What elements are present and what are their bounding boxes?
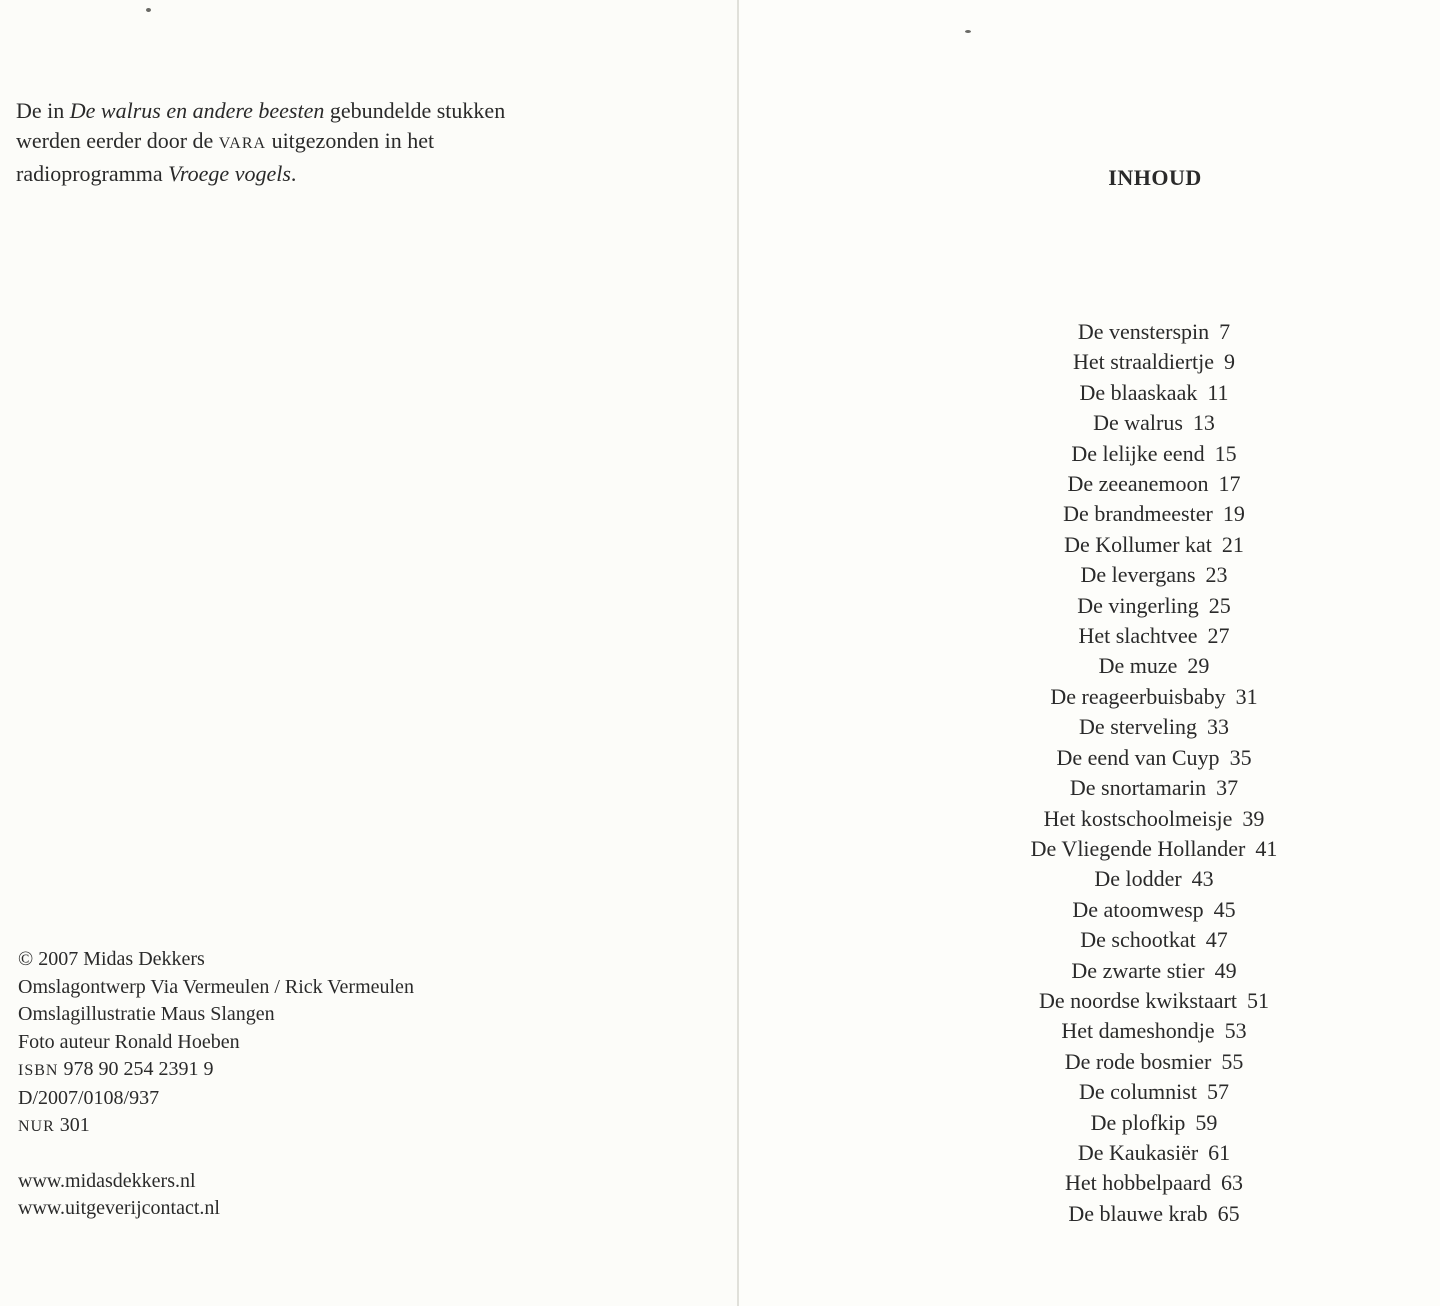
toc-entry-page: 37 <box>1216 775 1239 801</box>
toc-entry-title: De blaaskaak <box>1079 379 1198 405</box>
intro-text: werden eerder door de <box>16 128 219 153</box>
toc-entry <box>960 682 1348 712</box>
toc-entry <box>960 834 1348 864</box>
toc-entry-page: 29 <box>1187 653 1210 679</box>
toc-entry <box>960 499 1348 529</box>
table-of-contents <box>960 317 1348 1229</box>
intro-line-3 <box>16 159 656 189</box>
toc-entry-title: De blauwe krab <box>1068 1200 1208 1226</box>
toc-entry-title: De lodder <box>1094 866 1182 892</box>
toc-entry <box>960 864 1348 894</box>
toc-entry-title: Het slachtvee <box>1078 623 1198 649</box>
toc-entry <box>960 1138 1348 1168</box>
toc-entry-page: 63 <box>1221 1170 1243 1196</box>
toc-entry-title: De rode bosmier <box>1064 1048 1212 1074</box>
toc-entry-title: De Vliegende Hollander <box>1030 835 1246 861</box>
toc-entry-title: De zeeanemoon <box>1067 471 1209 497</box>
toc-entry <box>960 804 1348 834</box>
broadcaster-name: VARA <box>218 135 267 152</box>
toc-entry-page: 45 <box>1213 896 1236 922</box>
colophon-spacer <box>18 1141 538 1168</box>
depot-line: D/2007/0108/937 <box>18 1086 160 1109</box>
toc-entry-title: De noordse kwikstaart <box>1039 987 1237 1013</box>
intro-paragraph <box>16 96 656 189</box>
intro-text: . <box>290 161 297 186</box>
toc-entry <box>960 743 1348 773</box>
toc-entry-title: De snortamarin <box>1069 775 1207 801</box>
toc-entry-page: 9 <box>1224 349 1236 375</box>
intro-line-1 <box>16 96 656 126</box>
toc-entry-title: De atoomwesp <box>1072 896 1204 922</box>
book-title: De walrus en andere beesten <box>69 98 325 123</box>
toc-entry-page: 35 <box>1229 744 1252 770</box>
toc-entry-title: De schootkat <box>1080 927 1196 953</box>
toc-entry <box>960 895 1348 925</box>
toc-entry <box>960 1168 1348 1198</box>
toc-entry <box>960 1016 1348 1046</box>
toc-entry <box>960 1199 1348 1229</box>
toc-entry <box>960 439 1348 469</box>
toc-entry-page: 23 <box>1205 562 1228 588</box>
toc-entry <box>960 956 1348 986</box>
cover-design-line: Omslagontwerp Via Vermeulen / Rick Vermeulen <box>18 975 414 998</box>
isbn-value: 978 90 254 2391 9 <box>63 1058 214 1080</box>
toc-entry-page: 19 <box>1222 501 1245 527</box>
toc-entry <box>960 560 1348 590</box>
toc-entry-page: 59 <box>1195 1109 1218 1135</box>
toc-entry-title: De Kollumer kat <box>1064 531 1212 557</box>
isbn-label: ISBN <box>18 1062 59 1079</box>
toc-entry-page: 25 <box>1208 592 1231 618</box>
toc-entry-page: 65 <box>1217 1200 1240 1226</box>
toc-entry-page: 49 <box>1214 957 1237 983</box>
nur-value: 301 <box>59 1114 90 1136</box>
toc-entry <box>960 591 1348 621</box>
toc-entry-title: De walrus <box>1093 410 1183 436</box>
intro-line-2 <box>16 126 656 159</box>
toc-entry-page: 55 <box>1221 1048 1244 1074</box>
toc-entry-page: 51 <box>1246 987 1269 1013</box>
toc-entry-page: 11 <box>1207 379 1229 405</box>
website-link-2: www.uitgeverijcontact.nl <box>18 1197 220 1219</box>
toc-entry <box>960 408 1348 438</box>
toc-entry-title: De vensterspin <box>1077 319 1210 344</box>
toc-entry-page: 57 <box>1206 1079 1229 1105</box>
toc-entry-page: 39 <box>1242 805 1265 831</box>
toc-entry-title: Het kostschoolmeisje <box>1043 805 1233 831</box>
toc-entry <box>960 712 1348 742</box>
paper-speck <box>146 8 151 12</box>
toc-entry-title: De sterveling <box>1079 714 1197 740</box>
toc-entry-title: Het straaldiertje <box>1072 349 1215 375</box>
toc-entry <box>960 378 1348 408</box>
toc-entry <box>960 986 1348 1016</box>
toc-entry-title: De columnist <box>1079 1079 1197 1105</box>
toc-title: INHOUD <box>1108 165 1202 190</box>
intro-text: radioprogramma <box>16 161 169 186</box>
toc-entry-page: 41 <box>1255 835 1278 861</box>
toc-entry-page: 21 <box>1221 531 1244 557</box>
toc-entry <box>960 530 1348 560</box>
toc-entry <box>960 651 1348 681</box>
toc-entry <box>960 1047 1348 1077</box>
toc-entry-title: Het dameshondje <box>1061 1018 1215 1044</box>
toc-entry-page: 53 <box>1224 1018 1247 1044</box>
toc-entry <box>960 347 1348 377</box>
cover-illustration-line: Omslagillustratie Maus Slangen <box>18 1003 275 1025</box>
nur-line <box>18 1112 538 1141</box>
intro-text: gebundelde stukken <box>324 98 506 123</box>
toc-entry-title: De brandmeester <box>1063 501 1213 527</box>
toc-entry-page: 15 <box>1214 440 1237 466</box>
program-title: Vroege vogels <box>168 161 291 186</box>
toc-entry-title: De zwarte stier <box>1071 957 1205 983</box>
toc-entry-title: De levergans <box>1080 562 1196 588</box>
toc-entry-page: 17 <box>1218 471 1241 497</box>
toc-entry-page: 61 <box>1208 1139 1231 1165</box>
toc-entry-title: De lelijke eend <box>1071 440 1205 466</box>
toc-entry-page: 31 <box>1235 683 1258 709</box>
toc-entry-page: 47 <box>1205 927 1228 953</box>
toc-entry <box>960 1108 1348 1138</box>
website-link-1: www.midasdekkers.nl <box>18 1169 196 1192</box>
copyright-line: © 2007 Midas Dekkers <box>18 948 205 970</box>
toc-entry-page: 43 <box>1191 866 1214 892</box>
toc-entry-page: 27 <box>1207 623 1230 649</box>
paper-speck <box>965 30 971 33</box>
author-photo-line: Foto auteur Ronald Hoeben <box>18 1030 240 1053</box>
toc-entry <box>960 317 1348 347</box>
toc-entry-title: De eend van Cuyp <box>1056 744 1220 770</box>
colophon <box>18 946 538 1223</box>
toc-entry <box>960 469 1348 499</box>
toc-entry-title: De plofkip <box>1090 1109 1186 1135</box>
toc-entry-page: 33 <box>1206 714 1229 740</box>
toc-entry-title: De muze <box>1098 653 1178 679</box>
toc-entry <box>960 925 1348 955</box>
toc-entry <box>960 773 1348 803</box>
isbn-line <box>18 1056 538 1085</box>
toc-entry-title: De reageerbuisbaby <box>1050 683 1226 709</box>
toc-entry-title: De Kaukasiër <box>1077 1139 1199 1165</box>
intro-text: uitgezonden in het <box>266 128 435 153</box>
intro-text: De in <box>16 98 70 123</box>
toc-entry-title: Het hobbelpaard <box>1065 1170 1211 1196</box>
toc-entry-title: De vingerling <box>1077 592 1199 618</box>
toc-entry-page: 7 <box>1219 319 1231 344</box>
toc-entry <box>960 621 1348 651</box>
toc-entry-page: 13 <box>1192 410 1215 436</box>
nur-label: NUR <box>18 1118 55 1135</box>
toc-entry <box>960 1077 1348 1107</box>
